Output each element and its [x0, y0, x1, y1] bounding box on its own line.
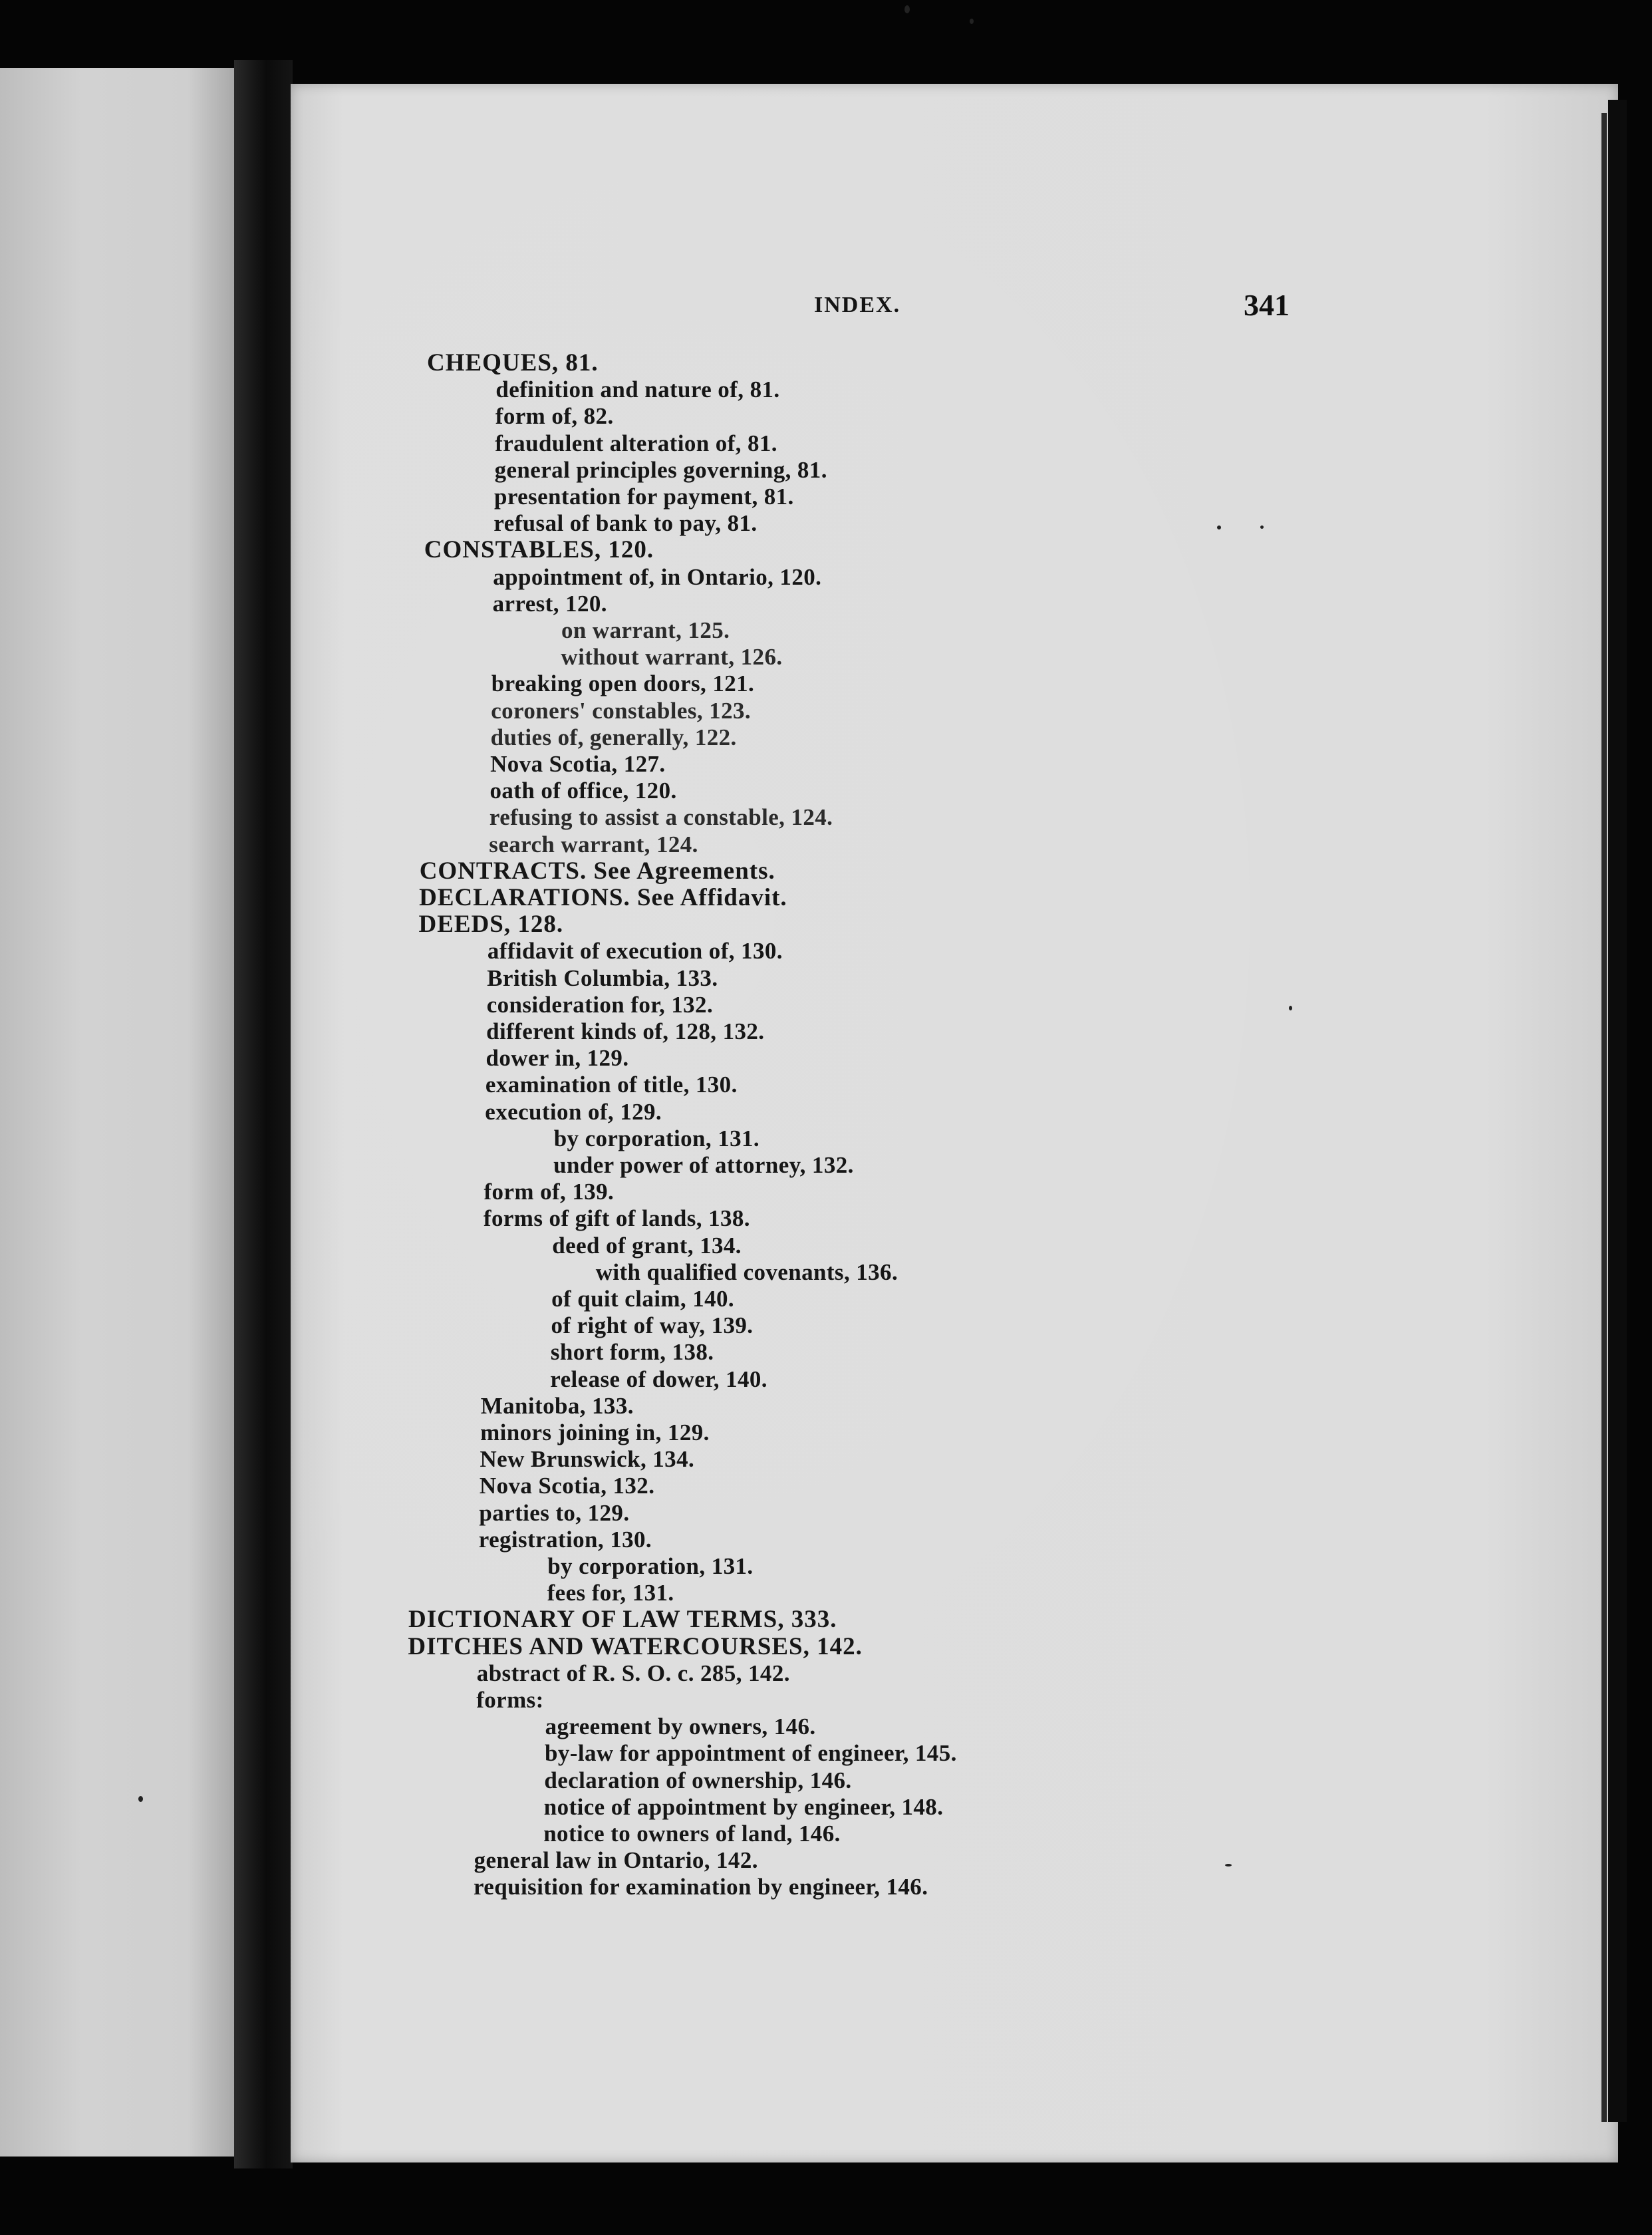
dust-speck: [1225, 1864, 1232, 1866]
index-subentry: duties of, generally, 122.: [490, 724, 737, 750]
index-heading: CONTRACTS. See Agreements.: [419, 857, 775, 885]
index-subentry: deed of grant, 134.: [552, 1232, 742, 1259]
index-subentry: release of dower, 140.: [550, 1366, 767, 1392]
index-subentry: minors joining in, 129.: [480, 1419, 710, 1445]
facing-page-edge: [0, 68, 234, 2157]
index-subentry: form of, 139.: [483, 1179, 615, 1205]
index-heading: DITCHES AND WATERCOURSES, 142.: [408, 1632, 863, 1660]
index-heading: DICTIONARY OF LAW TERMS, 333.: [408, 1606, 837, 1634]
index-subentry: requisition for examination by engineer, 146.: [474, 1874, 928, 1900]
index-subentry: with qualified covenants, 136.: [595, 1259, 898, 1285]
index-subentry: New Brunswick, 134.: [480, 1446, 695, 1473]
index-heading: CONSTABLES, 120.: [424, 536, 654, 564]
index-subentry: without warrant, 126.: [561, 644, 783, 670]
index-subentry: by corporation, 131.: [547, 1553, 754, 1579]
index-subentry: short form, 138.: [550, 1339, 714, 1366]
index-subentry: Nova Scotia, 132.: [479, 1473, 655, 1499]
index-subentry: refusing to assist a constable, 124.: [489, 804, 833, 831]
index-subentry: execution of, 129.: [485, 1098, 662, 1125]
dust-speck: [904, 5, 910, 13]
index-subentry: definition and nature of, 81.: [495, 376, 780, 403]
book-gutter: [234, 60, 293, 2168]
index-subentry: examination of title, 130.: [485, 1072, 738, 1098]
index-subentry: fraudulent alteration of, 81.: [495, 430, 777, 456]
index-subentry: different kinds of, 128, 132.: [486, 1018, 765, 1044]
index-heading: DEEDS, 128.: [418, 911, 564, 939]
index-subentry: by-law for appointment of engineer, 145.: [545, 1740, 957, 1767]
index-subentry: Nova Scotia, 127.: [490, 751, 666, 777]
index-subentry: notice to owners of land, 146.: [543, 1821, 841, 1847]
index-heading: DECLARATIONS. See Affidavit.: [419, 884, 787, 911]
index-subentry: general principles governing, 81.: [494, 456, 827, 483]
index-subentry: oath of office, 120.: [489, 778, 677, 804]
index-subentry: Manitoba, 133.: [480, 1392, 634, 1419]
index-subentry: refusal of bank to pay, 81.: [493, 510, 757, 537]
page-edge-shadow: [1601, 113, 1607, 2122]
index-subentry: dower in, 129.: [485, 1045, 629, 1072]
page-right-edge: [1608, 100, 1627, 2122]
index-subentry: on warrant, 125.: [561, 617, 730, 643]
index-subentry: forms:: [476, 1687, 544, 1713]
index-subentry: registration, 130.: [478, 1526, 652, 1553]
index-subentry: of quit claim, 140.: [551, 1286, 735, 1312]
index-subentry: presentation for payment, 81.: [494, 484, 794, 510]
index-subentry: arrest, 120.: [492, 590, 607, 617]
index-subentry: appointment of, in Ontario, 120.: [493, 563, 822, 590]
index-subentry: declaration of ownership, 146.: [544, 1767, 852, 1793]
index-subentry: agreement by owners, 146.: [545, 1714, 816, 1740]
index-subentry: notice of appointment by engineer, 148.: [543, 1793, 944, 1820]
index-subentry: British Columbia, 133.: [487, 965, 718, 991]
dust-speck: [1260, 525, 1264, 529]
index-subentry: fees for, 131.: [547, 1580, 674, 1606]
index-subentry: parties to, 129.: [479, 1499, 630, 1526]
index-subentry: by corporation, 131.: [553, 1125, 760, 1151]
index-subentry: coroners' constables, 123.: [491, 697, 752, 724]
index-subentry: general law in Ontario, 142.: [474, 1847, 758, 1874]
page-number: 341: [1244, 288, 1290, 322]
index-subentry: of right of way, 139.: [551, 1312, 754, 1339]
index-subentry: search warrant, 124.: [489, 831, 698, 857]
dust-speck: [138, 1796, 143, 1802]
index-subentry: form of, 82.: [495, 403, 614, 430]
index-heading: CHEQUES, 81.: [427, 349, 599, 376]
index-subentry: abstract of R. S. O. c. 285, 142.: [476, 1660, 790, 1686]
index-subentry: affidavit of execution of, 130.: [487, 938, 783, 965]
index-subentry: breaking open doors, 121.: [491, 670, 755, 697]
index-subentry: under power of attorney, 132.: [553, 1152, 854, 1178]
index-subentry: forms of gift of lands, 138.: [483, 1205, 750, 1232]
running-head: INDEX.: [814, 293, 901, 317]
index-subentry: consideration for, 132.: [486, 991, 714, 1018]
dust-speck: [1289, 1006, 1292, 1010]
dust-speck: [970, 19, 974, 24]
page-header: [0, 288, 1652, 333]
dust-speck: [1217, 525, 1221, 529]
